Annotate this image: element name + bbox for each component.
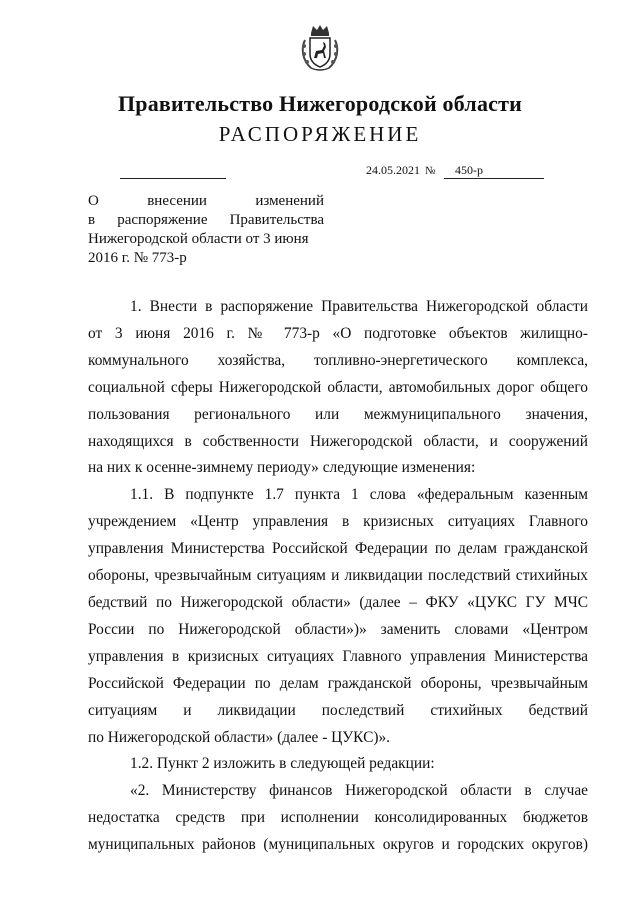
- body-line: обороны, чрезвычайным ситуациям и ликвидации последствий стихийных: [88, 567, 588, 585]
- body-line: 1. Внести в распоряжение Правительства Нижегородской области: [130, 298, 588, 315]
- body-line: социальной сферы Нижегородской области, автомобильных дорог общего: [88, 378, 588, 396]
- subject-line: [88, 211, 324, 230]
- subject-word: распоряжение: [117, 212, 208, 228]
- subject-word: изменений: [255, 193, 324, 209]
- date-underline-left: [120, 178, 226, 179]
- body-line: коммунального хозяйства, топливно-энергетического комплекса,: [88, 351, 588, 369]
- body-line: ситуациям и ликвидации последствий стихийных бедствий: [88, 701, 588, 719]
- body-line: пользования регионального или межмуниципального значения,: [88, 405, 588, 423]
- subject-word: О: [88, 193, 99, 209]
- number-underline: [444, 178, 544, 179]
- body-line: управления Министерства Российской Федерации по делам гражданской: [88, 540, 588, 558]
- subject-line: [88, 192, 324, 211]
- subject-word: внесении: [147, 193, 207, 209]
- body-line: по Нижегородской области» (далее - ЦУКС)».: [88, 728, 391, 746]
- body-line: бедствий по Нижегородской области» (далее – ФКУ «ЦУКС ГУ МЧС: [88, 593, 588, 611]
- document-date: 24.05.2021: [366, 163, 420, 177]
- body-line: «2. Министерству финансов Нижегородской области в случае: [130, 782, 588, 800]
- subject-line: [88, 249, 324, 268]
- body-line: от 3 июня 2016 г. № 773-р «О подготовке объектов жилищно-: [88, 324, 588, 342]
- body-line: учреждением «Центр управления в кризисных ситуациях Главного: [88, 513, 588, 531]
- body-line: Российской Федерации по делам гражданской обороны, чрезвычайным: [88, 674, 588, 692]
- body-line: России по Нижегородской области»)» заменить словами «Центром: [88, 620, 588, 638]
- body-line: управления в кризисных ситуациях Главного управления Министерства: [88, 647, 588, 665]
- body-line: на них к осенне-зимнему периоду» следующие изменения:: [88, 459, 476, 477]
- subject-word: Нижегородской области от 3 июня: [88, 231, 309, 247]
- subject-line: [88, 230, 324, 249]
- document-number: 450-р: [455, 163, 483, 177]
- subject-word: в: [88, 212, 96, 228]
- government-title: Правительство Нижегородской области: [117, 91, 522, 116]
- subject-word: 2016 г. № 773-р: [88, 250, 187, 266]
- number-sign: №: [425, 165, 436, 177]
- subject-word: Правительства: [229, 212, 324, 228]
- document-body: [88, 294, 588, 859]
- coat-of-arms-icon: [299, 24, 341, 72]
- body-line: 1.1. В подпункте 1.7 пункта 1 слова «федеральным казенным: [130, 486, 588, 504]
- body-line: находящихся в собственности Нижегородской области, и сооружений: [88, 432, 588, 450]
- body-line: муниципальных районов (муниципальных округов и городских округов): [88, 836, 588, 854]
- document-subject: [88, 192, 324, 268]
- document-type: РАСПОРЯЖЕНИЕ: [218, 122, 422, 146]
- body-line: недостатка средств при исполнении консолидированных бюджетов: [88, 809, 588, 827]
- body-line: 1.2. Пункт 2 изложить в следующей редакции:: [130, 755, 435, 773]
